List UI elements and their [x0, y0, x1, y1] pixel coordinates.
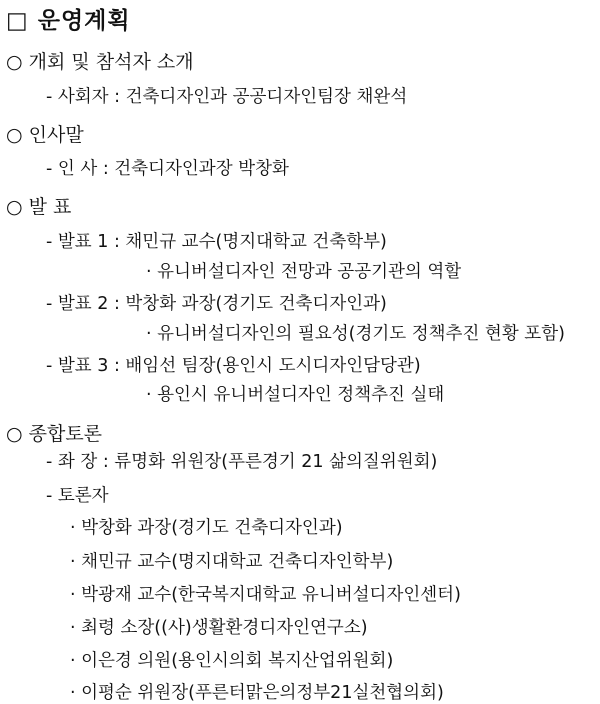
panelist-item: · 최령 소장((사)생활환경디자인연구소)	[70, 618, 368, 638]
page-title: □ 운영계획	[6, 8, 131, 34]
panelist-item: · 박창화 과장(경기도 건축디자인과)	[70, 518, 343, 538]
section-heading-discussion: ○ 종합토론	[6, 423, 103, 445]
presentation-3-topic: · 용인시 유니버설디자인 정책추진 실태	[146, 385, 445, 405]
panelist-item: · 채민규 교수(명지대학교 건축디자인학부)	[70, 552, 394, 572]
section-heading-greeting: ○ 인사말	[6, 124, 84, 146]
section-heading-opening: ○ 개회 및 참석자 소개	[6, 51, 194, 73]
presentation-3-label: - 발표 3 : 배임선 팀장(용인시 도시디자인담당관)	[46, 356, 421, 376]
presentation-1-topic: · 유니버설디자인 전망과 공공기관의 역할	[146, 262, 462, 282]
panelist-item: · 이은경 의원(용인시의회 복지산업위원회)	[70, 651, 394, 671]
panel-label: - 토론자	[46, 486, 109, 506]
panelist-item: · 이평순 위원장(푸른터맑은의정부21실천협의회)	[70, 683, 444, 703]
presentation-1-label: - 발표 1 : 채민규 교수(명지대학교 건축학부)	[46, 232, 387, 252]
panelist-item: · 박광재 교수(한국복지대학교 유니버설디자인센터)	[70, 585, 461, 605]
presentation-2-topic: · 유니버설디자인의 필요성(경기도 정책추진 현황 포함)	[146, 324, 565, 344]
chair-line: - 좌 장 : 류명화 위원장(푸른경기 21 삶의질위원회)	[46, 452, 438, 472]
presentation-2-label: - 발표 2 : 박창화 과장(경기도 건축디자인과)	[46, 294, 387, 314]
greeting-line: - 인 사 : 건축디자인과장 박창화	[46, 159, 289, 179]
host-line: - 사회자 : 건축디자인과 공공디자인팀장 채완석	[46, 87, 408, 107]
section-heading-presentations: ○ 발 표	[6, 196, 72, 218]
